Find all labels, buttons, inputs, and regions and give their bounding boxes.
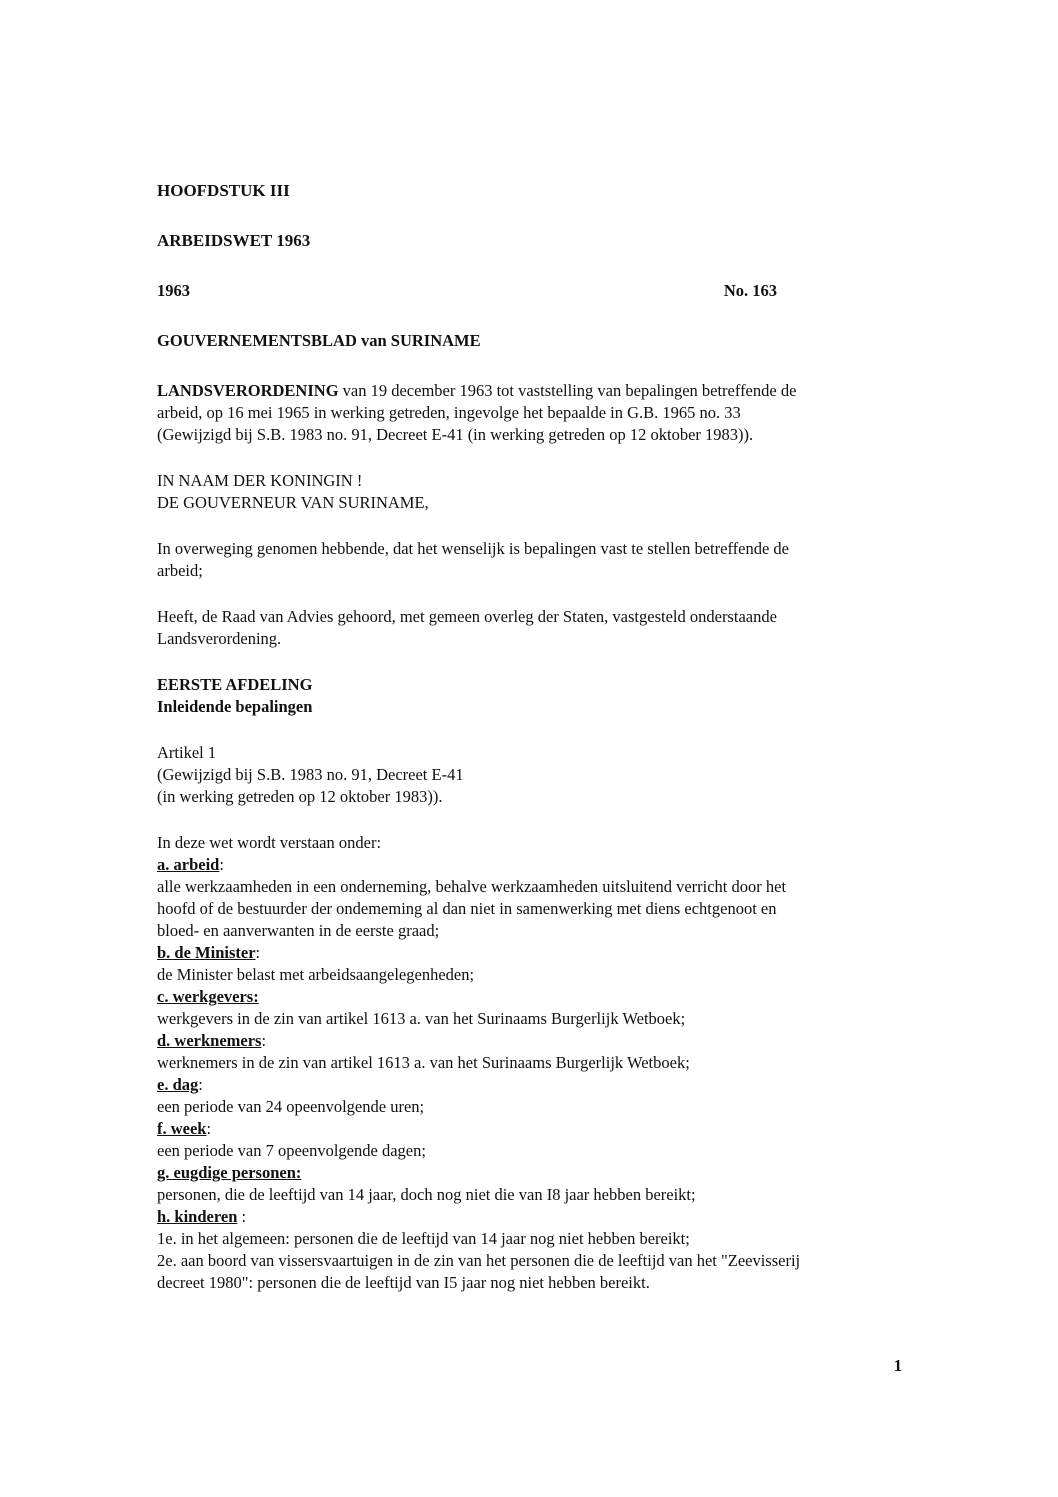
preamble-line-2: DE GOUVERNEUR VAN SURINAME, [157, 493, 429, 512]
intro-line-3: (Gewijzigd bij S.B. 1983 no. 91, Decreet E-41 (in werking getreden op 12 oktober 1983)). [157, 425, 754, 444]
intro-line-2: arbeid, op 16 mei 1965 in werking getreden, ingevolge het bepaalde in G.B. 1965 no. 33 [157, 403, 741, 422]
consideration-paragraph [157, 538, 902, 582]
definition-a-text-2: hoofd of de bestuurder der ondememing al dan niet in samenwerking met diens echtgenoot en [157, 899, 777, 918]
definition-a-text-1: alle werkzaamheden in een onderneming, behalve werkzaamheden uitsluitend verricht door het [157, 877, 787, 896]
year-number-row [157, 280, 777, 302]
definition-c-text: werkgevers in de zin van artikel 1613 a. van het Surinaams Burgerlijk Wetboek; [157, 1009, 686, 1028]
gazette-title: GOUVERNEMENTSBLAD van SURINAME [157, 331, 481, 350]
definition-a-label: a. arbeid [157, 855, 220, 874]
definition-b-colon: : [255, 943, 261, 962]
advice-line-2: Landsverordening. [157, 629, 282, 648]
definition-e-colon: : [198, 1075, 203, 1094]
definition-a-colon: : [219, 855, 224, 874]
definition-d-term [157, 1030, 902, 1052]
definition-h-label: h. kinderen [157, 1207, 238, 1226]
article-amendment-1: (Gewijzigd bij S.B. 1983 no. 91, Decreet E-41 [157, 765, 464, 784]
definition-f-colon: : [206, 1119, 212, 1138]
definition-e-text: een periode van 24 opeenvolgende uren; [157, 1097, 425, 1116]
definition-g-label: g. eugdige personen: [157, 1163, 302, 1182]
advice-line-1: Heeft, de Raad van Advies gehoord, met gemeen overleg der Staten, vastgesteld onderstaande [157, 607, 777, 626]
section-heading [157, 674, 902, 718]
definition-d-colon: : [261, 1031, 267, 1050]
section-title: EERSTE AFDELING [157, 675, 313, 694]
definition-e-label: e. dag [157, 1075, 199, 1094]
definition-a-text-3: bloed- en aanverwanten in de eerste graad; [157, 921, 440, 940]
article-title: Artikel 1 [157, 743, 217, 762]
definition-g-term [157, 1162, 902, 1184]
definition-h-text-1: 1e. in het algemeen: personen die de leeftijd van 14 jaar nog niet hebben bereikt; [157, 1229, 690, 1248]
preamble-block [157, 470, 902, 514]
definition-h-text-3: decreet 1980": personen die de leeftijd van I5 jaar nog niet hebben bereikt. [157, 1273, 650, 1292]
definition-f-label: f. week [157, 1119, 207, 1138]
law-title: ARBEIDSWET 1963 [157, 231, 311, 250]
definition-b-term [157, 942, 902, 964]
definitions-list [157, 832, 902, 1294]
gazette-number: No. 163 [723, 281, 777, 300]
definition-h-colon: : [237, 1207, 247, 1226]
intro-line-1 [157, 380, 902, 402]
definition-h-text-2: 2e. aan boord van vissersvaartuigen in de zin van het personen die de leeftijd van het "Zeevisserij [157, 1251, 801, 1270]
article-heading [157, 742, 902, 808]
intro-line-1-rest: van 19 december 1963 tot vaststelling van bepalingen betreffende de [338, 381, 797, 400]
definition-g-text: personen, die de leeftijd van 14 jaar, doch nog niet die van I8 jaar hebben bereikt; [157, 1185, 696, 1204]
page-number: 1 [893, 1356, 902, 1375]
definition-b-label: b. de Minister [157, 943, 256, 962]
definition-e-term [157, 1074, 902, 1096]
gazette-year: 1963 [157, 281, 190, 300]
consideration-line-2: arbeid; [157, 561, 203, 580]
definitions-intro: In deze wet wordt verstaan onder: [157, 833, 382, 852]
intro-lead: LANDSVERORDENING [157, 381, 339, 400]
preamble-line-1: IN NAAM DER KONINGIN ! [157, 471, 363, 490]
consideration-line-1: In overweging genomen hebbende, dat het wenselijk is bepalingen vast te stellen betreffende de [157, 539, 789, 558]
article-amendment-2: (in werking getreden op 12 oktober 1983)). [157, 787, 443, 806]
definition-h-term [157, 1206, 902, 1228]
definition-f-term [157, 1118, 902, 1140]
definition-c-label: c. werkgevers: [157, 987, 259, 1006]
chapter-heading: HOOFDSTUK III [157, 181, 290, 200]
definition-b-text: de Minister belast met arbeidsaangelegenheden; [157, 965, 475, 984]
definition-c-term [157, 986, 902, 1008]
intro-paragraph [157, 380, 902, 446]
document-page [157, 180, 902, 1294]
definition-a-term [157, 854, 902, 876]
definition-d-label: d. werknemers [157, 1031, 262, 1050]
section-subtitle: Inleidende bepalingen [157, 697, 313, 716]
definition-d-text: werknemers in de zin van artikel 1613 a. van het Surinaams Burgerlijk Wetboek; [157, 1053, 690, 1072]
advice-paragraph [157, 606, 902, 650]
definition-f-text: een periode van 7 opeenvolgende dagen; [157, 1141, 426, 1160]
